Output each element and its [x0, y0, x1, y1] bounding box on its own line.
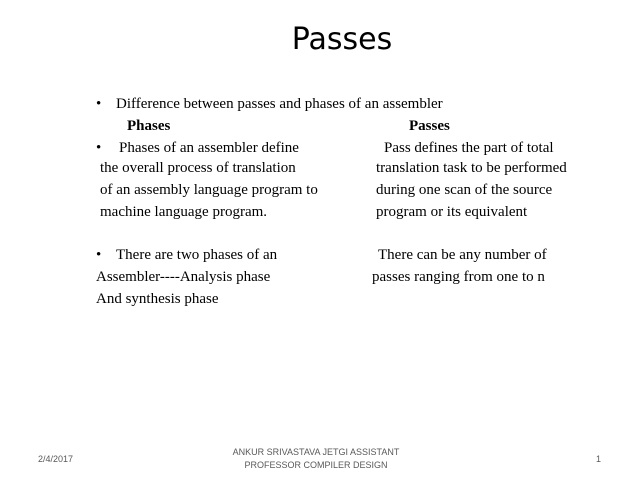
footer-author-line2: PROFESSOR COMPILER DESIGN	[244, 460, 388, 470]
phases-text-line: Phases of an assembler define	[119, 140, 299, 156]
bullet-icon: •	[96, 247, 102, 263]
phases-text-line: of an assembly language program to	[100, 182, 318, 198]
intro-text: Difference between passes and phases of an assembler	[116, 96, 443, 112]
page-number: 1	[596, 454, 602, 464]
footer-date: 2/4/2017	[38, 454, 74, 464]
phases-heading: Phases	[127, 118, 171, 134]
bullet-icon: •	[96, 96, 102, 112]
phases-text-line: the overall process of translation	[100, 160, 296, 176]
bullet-icon: •	[96, 140, 102, 156]
phases-text-line: There are two phases of an	[116, 247, 278, 263]
passes-text-line: Pass defines the part of total	[384, 140, 554, 156]
passes-text-line: There can be any number of	[378, 247, 547, 263]
passes-heading: Passes	[409, 118, 450, 134]
passes-text-line: translation task to be performed	[376, 160, 567, 176]
phases-text-line: Assembler----Analysis phase	[96, 269, 271, 285]
passes-text-line: passes ranging from one to n	[372, 269, 545, 285]
footer-author-line1: ANKUR SRIVASTAVA JETGI ASSISTANT	[232, 447, 400, 457]
passes-text-line: during one scan of the source	[376, 182, 553, 198]
slide-title: Passes	[291, 22, 393, 57]
phases-text-line: machine language program.	[100, 204, 268, 220]
passes-text-line: program or its equivalent	[376, 204, 528, 220]
phases-text-line: And synthesis phase	[96, 291, 219, 307]
